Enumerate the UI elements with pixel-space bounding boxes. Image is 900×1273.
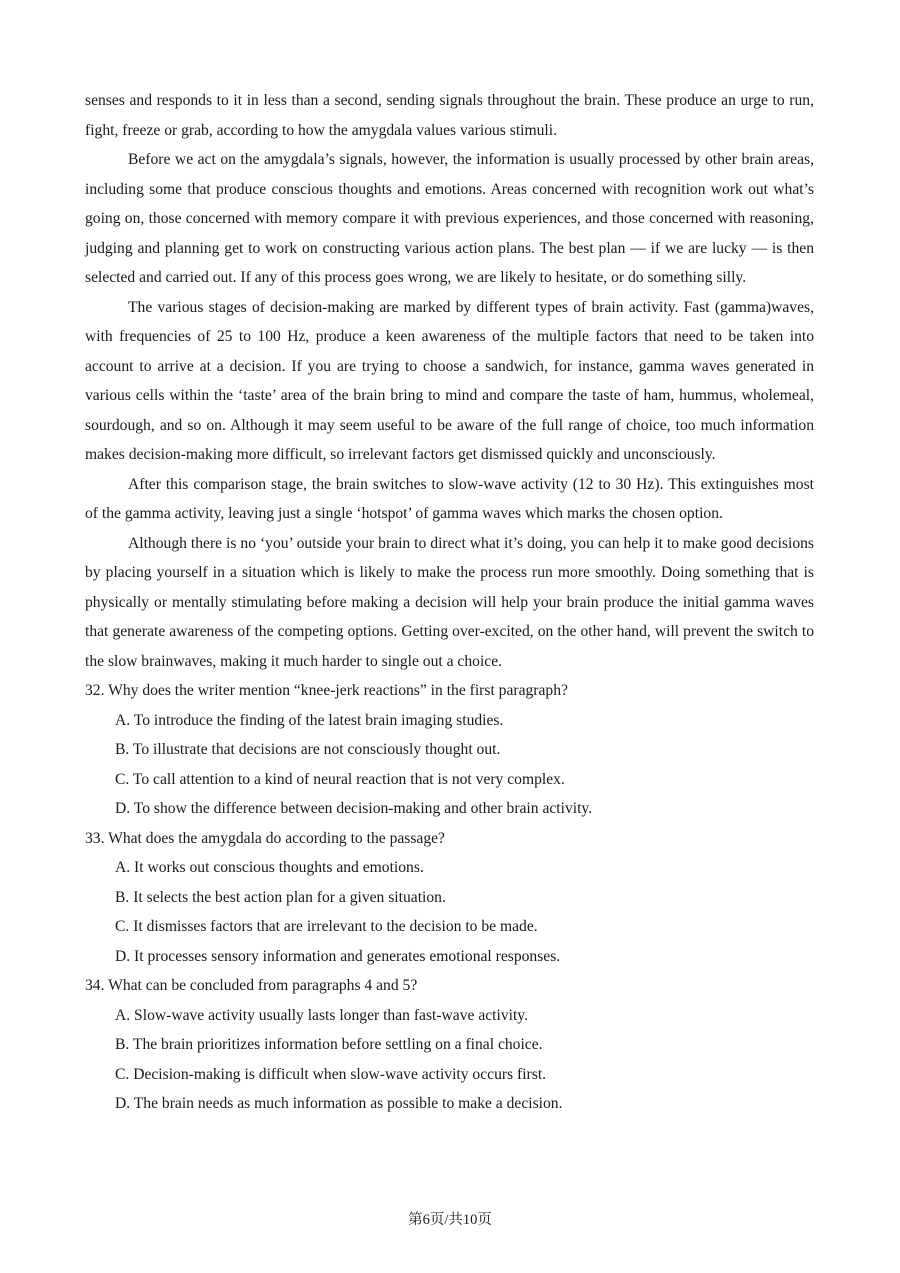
passage-paragraph-3: The various stages of decision-making are marked by different types of brain activity. Fast (gamma)waves, with frequencies of 25 to 100 Hz, produce a keen awareness of the multiple factors that need to be taken into account to arrive at a decision. If you are trying to choose a sandwich, for instance, gamma waves generated in various cells within the ‘taste’ area of the brain bring to mind and compare the taste of ham, hummus, wholemeal, sourdough, and so on. Although it may seem useful to be aware of the full range of choice, too much information makes decision-making more difficult, so irrelevant factors get dismissed quickly and unconsciously. bbox=[85, 298, 814, 463]
page-content bbox=[85, 86, 814, 1119]
reading-passage bbox=[85, 86, 814, 676]
question-32 bbox=[85, 676, 814, 824]
option-b: B. To illustrate that decisions are not consciously thought out. bbox=[115, 741, 501, 758]
question-stem: 32. Why does the writer mention “knee-jerk reactions” in the first paragraph? bbox=[85, 682, 568, 699]
option-b: B. It selects the best action plan for a given situation. bbox=[115, 888, 446, 906]
question-stem: 33. What does the amygdala do according to the passage? bbox=[85, 829, 445, 847]
question-stem: 34. What can be concluded from paragraphs 4 and 5? bbox=[85, 977, 418, 994]
page-number-footer: 第6页/共10页 bbox=[408, 1212, 492, 1228]
option-b: B. The brain prioritizes information before settling on a final choice. bbox=[115, 1036, 543, 1053]
option-d: D. The brain needs as much information as possible to make a decision. bbox=[115, 1095, 563, 1112]
option-c: C. It dismisses factors that are irrelevant to the decision to be made. bbox=[115, 918, 538, 935]
question-33 bbox=[85, 824, 814, 972]
option-d: D. It processes sensory information and generates emotional responses. bbox=[115, 947, 561, 965]
option-a: A. To introduce the finding of the latest brain imaging studies. bbox=[115, 711, 504, 729]
passage-paragraph-5: Although there is no ‘you’ outside your brain to direct what it’s doing, you can help it to make good decisions by placing yourself in a situation which is likely to make the process run more smoothly. Doing something that is physically or mentally stimulating before making a decision will help your brain produce the initial gamma waves that generate awareness of the competing options. Getting over-excited, on the other hand, will prevent the switch to the slow brainwaves, making it much harder to single out a choice. bbox=[85, 534, 814, 670]
passage-paragraph-4: After this comparison stage, the brain switches to slow-wave activity (12 to 30 Hz). This extinguishes most of the gamma activity, leaving just a single ‘hotspot’ of gamma waves which marks the chosen option. bbox=[85, 475, 814, 522]
passage-paragraph-2: Before we act on the amygdala’s signals, however, the information is usually processed by other brain areas, including some that produce conscious thoughts and emotions. Areas concerned with recognition work out what’s going on, those concerned with memory compare it with previous experiences, and those concerned with reasoning, judging and planning get to work on constructing various action plans. The best plan — if we are lucky — is then selected and carried out. If any of this process goes wrong, we are likely to hesitate, or do something silly. bbox=[85, 151, 814, 286]
option-d: D. To show the difference between decision-making and other brain activity. bbox=[115, 800, 593, 817]
option-c: C. To call attention to a kind of neural reaction that is not very complex. bbox=[115, 770, 565, 788]
option-c: C. Decision-making is difficult when slow-wave activity occurs first. bbox=[115, 1065, 547, 1083]
passage-paragraph-1: senses and responds to it in less than a second, sending signals throughout the brain. These produce an urge to run, fight, freeze or grab, according to how the amygdala values various stimuli. bbox=[85, 92, 814, 139]
option-a: A. It works out conscious thoughts and emotions. bbox=[115, 859, 424, 876]
question-34 bbox=[85, 971, 814, 1119]
option-a: A. Slow-wave activity usually lasts longer than fast-wave activity. bbox=[115, 1006, 528, 1024]
